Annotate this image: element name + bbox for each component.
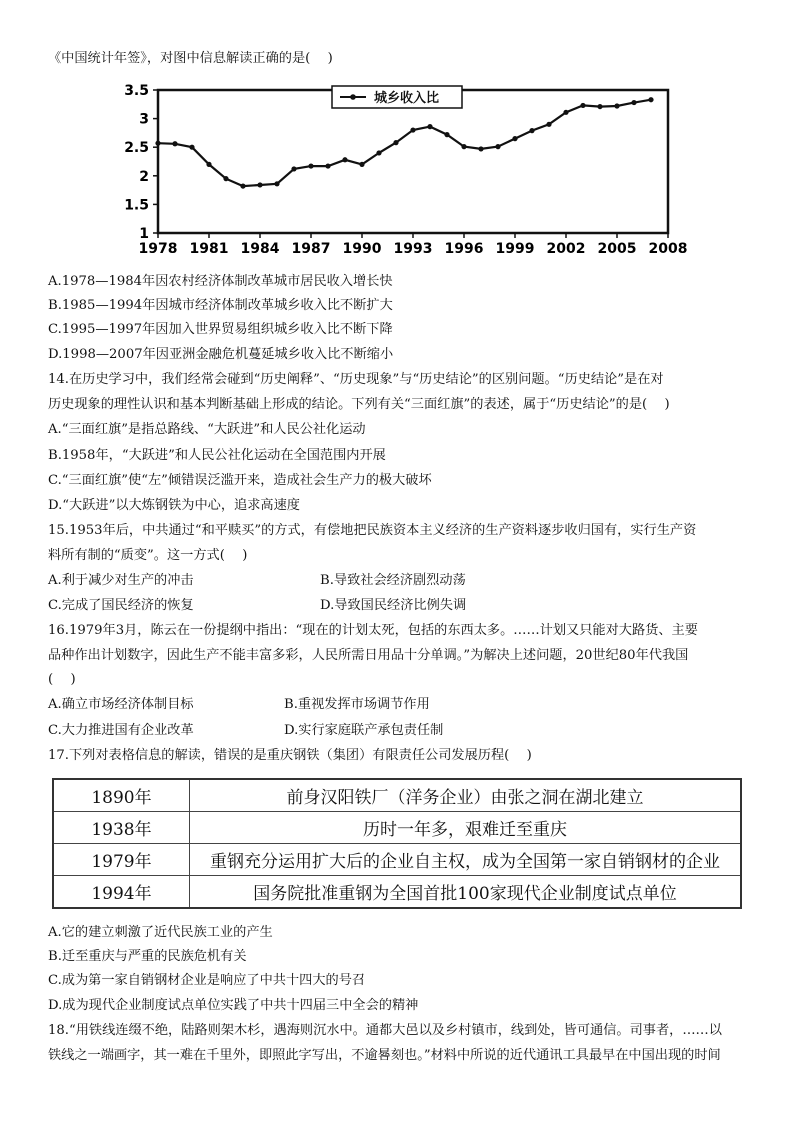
data-point bbox=[427, 124, 432, 129]
q13-option-a[interactable]: A.1978—1984年因农村经济体制改革城市居民收入增长快 bbox=[48, 274, 393, 289]
income-ratio-chart bbox=[118, 82, 688, 258]
data-point bbox=[240, 183, 245, 188]
data-point bbox=[206, 162, 211, 167]
y-tick-label: 3.5 bbox=[124, 83, 149, 99]
data-point bbox=[631, 100, 636, 105]
y-tick-label: 3 bbox=[139, 111, 149, 128]
y-axis bbox=[124, 83, 158, 242]
y-tick-label: 1 bbox=[139, 226, 149, 242]
q13-option-c[interactable]: C.1995—1997年因加入世界贸易组织城乡收入比不断下降 bbox=[48, 322, 393, 337]
q16-stem-line-2: 品种作出计划数字，因此生产不能丰富多彩，人民所需日用品十分单调。”为解决上述问题，20世纪80年代我国 bbox=[48, 648, 689, 663]
table-cell-event: 前身汉阳铁厂（洋务企业）由张之洞在湖北建立 bbox=[190, 779, 742, 812]
y-tick-label: 2.5 bbox=[124, 140, 149, 157]
data-point bbox=[308, 163, 313, 168]
x-tick-label: 1999 bbox=[495, 241, 535, 257]
data-point bbox=[495, 144, 500, 149]
data-point bbox=[512, 136, 517, 141]
legend-label: 城乡收入比 bbox=[374, 91, 440, 106]
table-row bbox=[53, 844, 741, 876]
q14-option-b[interactable]: B.1958年，“大跃进”和人民公社化运动在全国范围内开展 bbox=[48, 448, 386, 463]
q14-option-a[interactable]: A.“三面红旗”是指总路线、“大跃进”和人民公社化运动 bbox=[48, 422, 366, 437]
x-tick-label: 2002 bbox=[546, 241, 586, 257]
q18-stem-line-2: 铁线之一端画字，其一难在千里外，即照此字写出，不逾晷刻也。”材料中所说的近代通讯工具最早在中国出现的时间 bbox=[48, 1048, 721, 1063]
q16-option-a[interactable]: A.确立市场经济体制目标 bbox=[48, 697, 194, 712]
table-cell-year: 1938年 bbox=[53, 812, 190, 844]
data-point bbox=[376, 150, 381, 155]
q17-intro: 17.下列对表格信息的解读，错误的是重庆钢铁（集团）有限责任公司发展历程( ) bbox=[48, 748, 532, 763]
data-point bbox=[461, 144, 466, 149]
data-point bbox=[597, 104, 602, 109]
q15-stem-line-2: 料所有制的“质变”。这一方式( ) bbox=[48, 548, 248, 563]
data-point bbox=[359, 162, 364, 167]
q15-option-b[interactable]: B.导致社会经济剧烈动荡 bbox=[320, 573, 466, 588]
data-point bbox=[257, 182, 262, 187]
x-tick-label: 2008 bbox=[648, 241, 688, 257]
data-point bbox=[563, 110, 568, 115]
q17-option-d[interactable]: D.成为现代企业制度试点单位实践了中共十四届三中全会的精神 bbox=[48, 998, 419, 1013]
q15-option-a[interactable]: A.利于减少对生产的冲击 bbox=[48, 573, 194, 588]
x-tick-label: 1990 bbox=[342, 241, 382, 257]
q14-stem-line-2: 历史现象的理性认识和基本判断基础上形成的结论。下列有关“三面红旗”的表述，属于“历史结论”的是( ) bbox=[48, 397, 670, 412]
q14-option-c[interactable]: C.“三面红旗”使“左”倾错误泛滥开来，造成社会生产力的极大破坏 bbox=[48, 473, 432, 488]
series-points bbox=[155, 97, 653, 189]
q13-intro: 《中国统计年签》，对图中信息解读正确的是( ) bbox=[48, 51, 333, 66]
q17-option-b[interactable]: B.迁至重庆与严重的民族危机有关 bbox=[48, 949, 247, 964]
data-point bbox=[172, 141, 177, 146]
data-point bbox=[189, 145, 194, 150]
data-point bbox=[223, 176, 228, 181]
table-cell-event: 历时一年多，艰难迁至重庆 bbox=[190, 812, 742, 844]
q16-option-c[interactable]: C.大力推进国有企业改革 bbox=[48, 723, 194, 738]
data-point bbox=[529, 128, 534, 133]
data-point bbox=[155, 141, 160, 146]
table-row bbox=[53, 812, 741, 844]
y-tick-label: 2 bbox=[139, 168, 149, 185]
data-point bbox=[342, 157, 347, 162]
data-point bbox=[410, 127, 415, 132]
steel-history-table bbox=[52, 778, 742, 909]
data-point bbox=[546, 122, 551, 127]
plot-frame bbox=[158, 90, 668, 233]
q14-option-d[interactable]: D.“大跃进”以大炼钢铁为中心，追求高速度 bbox=[48, 498, 300, 513]
q17-option-a[interactable]: A.它的建立刺激了近代民族工业的产生 bbox=[48, 925, 273, 940]
table-cell-event: 国务院批准重钢为全国首批100家现代企业制度试点单位 bbox=[190, 876, 742, 909]
x-tick-label: 1993 bbox=[393, 241, 433, 257]
q15-stem-line-1: 15.1953年后，中共通过“和平赎买”的方式，有偿地把民族资本主义经济的生产资料逐步收归国有，实行生产资 bbox=[48, 523, 697, 538]
table-row bbox=[53, 779, 741, 812]
data-point bbox=[325, 163, 330, 168]
table-cell-year: 1994年 bbox=[53, 876, 190, 909]
data-point bbox=[444, 132, 449, 137]
series-line-城乡收入比 bbox=[158, 100, 651, 186]
q14-stem-line-1: 14.在历史学习中，我们经常会碰到“历史阐释”、“历史现象”与“历史结论”的区别问题。“历史结论”是在对 bbox=[48, 372, 664, 387]
data-point bbox=[291, 166, 296, 171]
q13-option-d[interactable]: D.1998—2007年因亚洲金融危机蔓延城乡收入比不断缩小 bbox=[48, 347, 394, 362]
x-tick-label: 1996 bbox=[444, 241, 484, 257]
q13-option-b[interactable]: B.1985—1994年因城市经济体制改革城乡收入比不断扩大 bbox=[48, 298, 393, 313]
table-cell-year: 1979年 bbox=[53, 844, 190, 876]
x-tick-label: 1984 bbox=[240, 241, 280, 257]
q17-option-c[interactable]: C.成为第一家自销钢材企业是响应了中共十四大的号召 bbox=[48, 973, 366, 988]
data-point bbox=[580, 103, 585, 108]
q15-option-d[interactable]: D.导致国民经济比例失调 bbox=[320, 598, 467, 613]
table-row bbox=[53, 876, 741, 909]
data-point bbox=[393, 140, 398, 145]
q16-option-b[interactable]: B.重视发挥市场调节作用 bbox=[284, 697, 430, 712]
table-cell-year: 1890年 bbox=[53, 779, 190, 812]
q16-stem-line-3: ( ) bbox=[48, 672, 76, 687]
x-tick-label: 1981 bbox=[189, 241, 229, 257]
data-point bbox=[274, 181, 279, 186]
q18-stem-line-1: 18.“用铁线连缀不绝，陆路则架木杉，遇海则沉水中。通都大邑以及乡村镇市，线到处，皆可通信。司事者，……以 bbox=[48, 1023, 722, 1038]
table-cell-event: 重钢充分运用扩大后的企业自主权，成为全国第一家自销钢材的企业 bbox=[190, 844, 742, 876]
data-point bbox=[478, 146, 483, 151]
legend-marker bbox=[350, 94, 356, 100]
q15-option-c[interactable]: C.完成了国民经济的恢复 bbox=[48, 598, 194, 613]
q16-stem-line-1: 16.1979年3月，陈云在一份提纲中指出：“现在的计划太死，包括的东西太多。……计划又只能对大路货、主要 bbox=[48, 623, 698, 638]
data-point bbox=[648, 97, 653, 102]
data-point bbox=[614, 103, 619, 108]
q16-option-d[interactable]: D.实行家庭联产承包责任制 bbox=[284, 723, 444, 738]
x-tick-label: 1978 bbox=[138, 241, 178, 257]
x-axis bbox=[139, 233, 688, 257]
x-tick-label: 1987 bbox=[291, 241, 331, 257]
y-tick-label: 1.5 bbox=[124, 197, 149, 214]
x-tick-label: 2005 bbox=[597, 241, 637, 257]
